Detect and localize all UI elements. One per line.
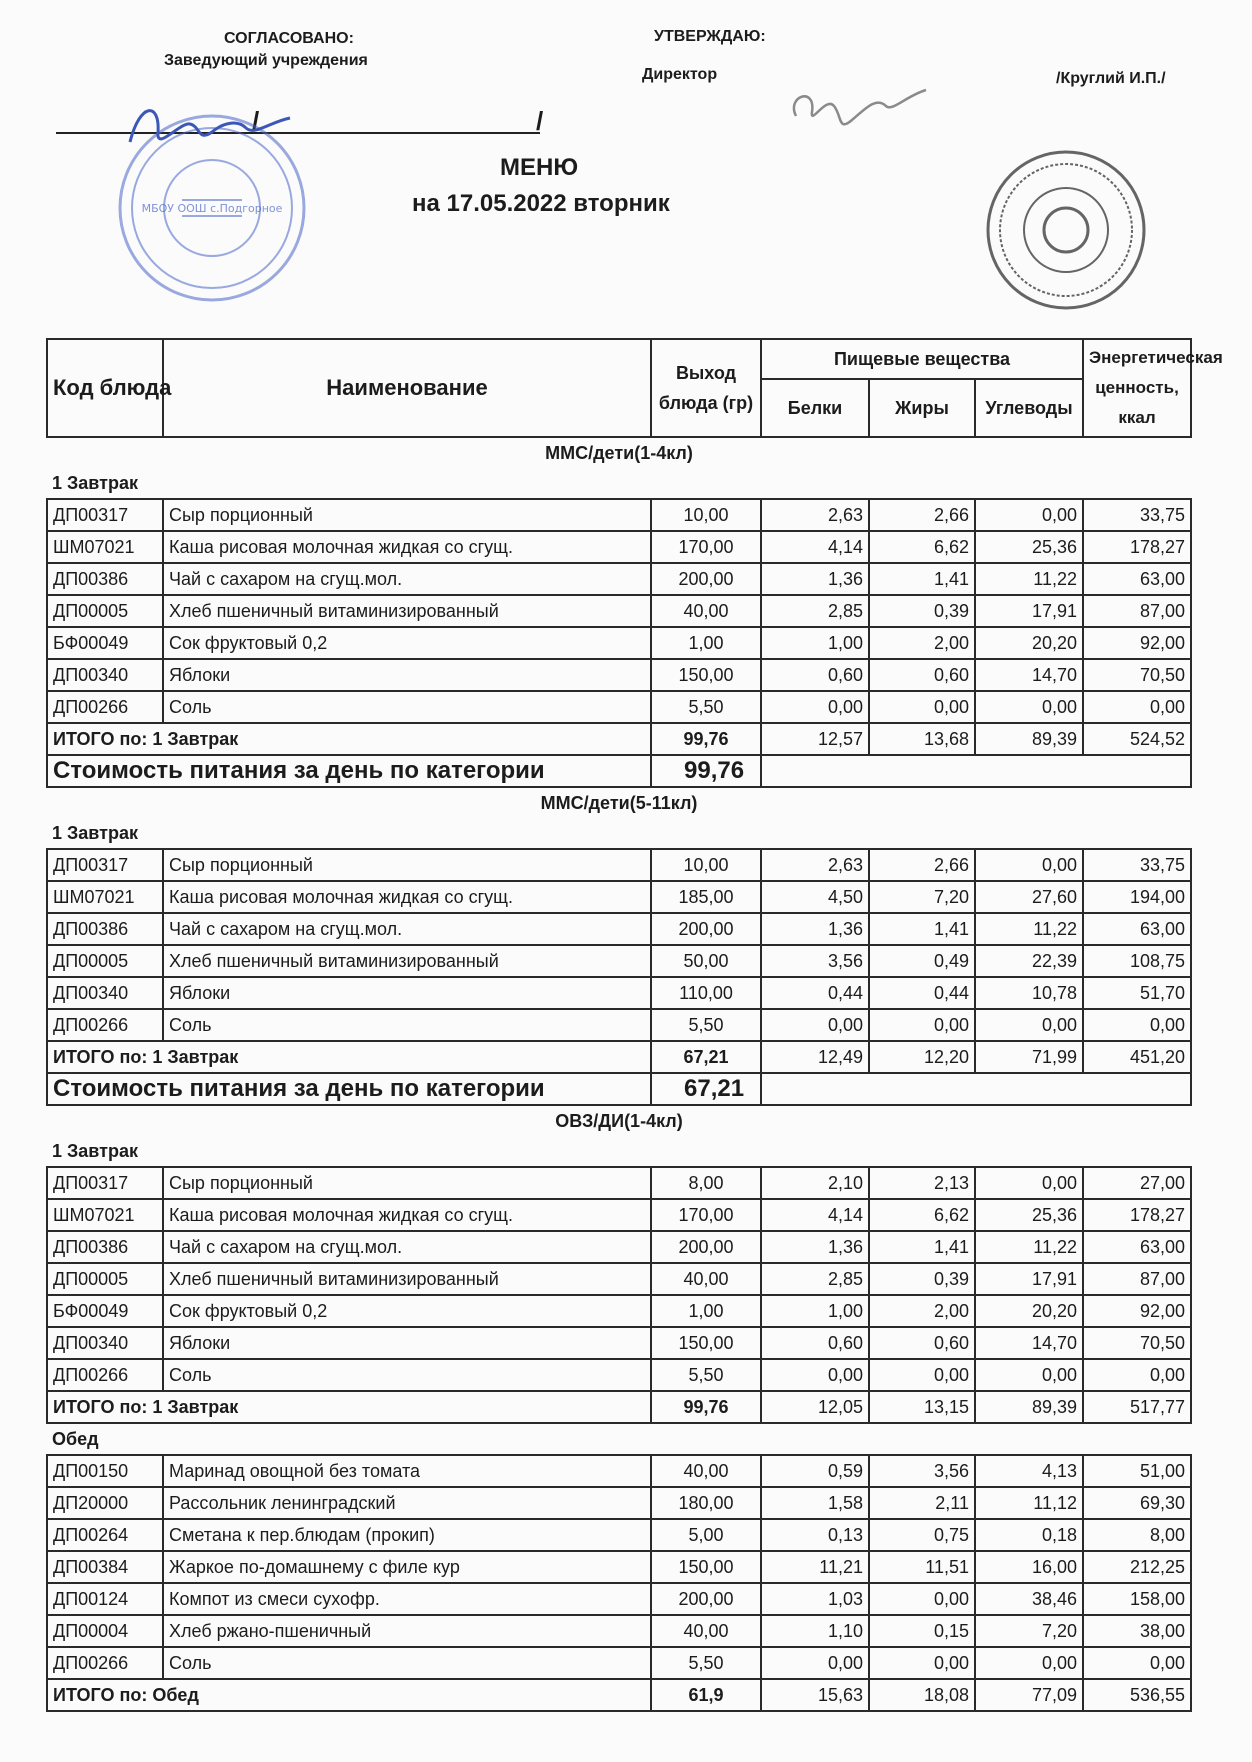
signature-left-icon: [120, 92, 300, 162]
dish-name: Соль: [163, 691, 651, 723]
dish-carbs: 11,22: [975, 563, 1083, 595]
table-row: [47, 531, 1191, 563]
dish-energy: 70,50: [1083, 659, 1191, 691]
dish-weight: 5,50: [651, 691, 761, 723]
table-row: [47, 1009, 1191, 1041]
dish-protein: 0,60: [761, 659, 869, 691]
category-row: [47, 437, 1191, 468]
dish-weight: 150,00: [651, 1327, 761, 1359]
col-nutrients: Пищевые вещества: [761, 339, 1083, 379]
dish-energy: 63,00: [1083, 563, 1191, 595]
meal-title: 1 Завтрак: [52, 1141, 138, 1161]
dish-protein: 1,00: [761, 627, 869, 659]
dish-carbs: 0,00: [975, 499, 1083, 531]
table-row: [47, 1615, 1191, 1647]
meal-row: [47, 818, 1191, 849]
director-role: Директор: [642, 66, 718, 83]
dish-fat: 0,75: [869, 1519, 975, 1551]
dish-energy: 38,00: [1083, 1615, 1191, 1647]
dish-weight: 5,50: [651, 1359, 761, 1391]
total-weight: 99,76: [651, 723, 761, 755]
dish-energy: 0,00: [1083, 1647, 1191, 1679]
dish-fat: 0,00: [869, 1647, 975, 1679]
dish-energy: 0,00: [1083, 1359, 1191, 1391]
dish-protein: 1,00: [761, 1295, 869, 1327]
dish-name: Чай с сахаром на сгущ.мол.: [163, 913, 651, 945]
dish-protein: 1,36: [761, 1231, 869, 1263]
dish-weight: 10,00: [651, 849, 761, 881]
dish-weight: 110,00: [651, 977, 761, 1009]
dish-code: БФ00049: [47, 1295, 163, 1327]
dish-carbs: 20,20: [975, 1295, 1083, 1327]
dish-carbs: 11,12: [975, 1487, 1083, 1519]
table-row: [47, 691, 1191, 723]
dish-fat: 6,62: [869, 531, 975, 563]
dish-energy: 194,00: [1083, 881, 1191, 913]
dish-energy: 70,50: [1083, 1327, 1191, 1359]
dish-weight: 40,00: [651, 595, 761, 627]
dish-fat: 0,39: [869, 595, 975, 627]
total-protein: 12,49: [761, 1041, 869, 1073]
dish-carbs: 27,60: [975, 881, 1083, 913]
dish-protein: 0,59: [761, 1455, 869, 1487]
table-row: [47, 595, 1191, 627]
cost-value: 67,21: [651, 1073, 761, 1105]
dish-name: Каша рисовая молочная жидкая со сгущ.: [163, 881, 651, 913]
dish-weight: 170,00: [651, 531, 761, 563]
cost-empty: [761, 755, 1191, 787]
dish-weight: 40,00: [651, 1263, 761, 1295]
svg-text:МБОУ ООШ с.Подгорное: МБОУ ООШ с.Подгорное: [141, 202, 283, 215]
dish-protein: 1,58: [761, 1487, 869, 1519]
total-fat: 13,68: [869, 723, 975, 755]
dish-weight: 40,00: [651, 1615, 761, 1647]
dish-protein: 0,00: [761, 1359, 869, 1391]
total-energy: 451,20: [1083, 1041, 1191, 1073]
dish-energy: 92,00: [1083, 627, 1191, 659]
dish-carbs: 0,00: [975, 849, 1083, 881]
total-label: ИТОГО по: 1 Завтрак: [47, 723, 651, 755]
cost-row: [47, 1073, 1191, 1105]
dish-code: ДП00266: [47, 1647, 163, 1679]
col-energy: Энергетическая ценность, ккал: [1083, 339, 1191, 437]
table-header: [47, 339, 1223, 437]
table-row: [47, 849, 1191, 881]
menu-table: [46, 338, 1223, 1712]
table-row: [47, 1295, 1191, 1327]
dish-energy: 27,00: [1083, 1167, 1191, 1199]
dish-weight: 10,00: [651, 499, 761, 531]
dish-carbs: 7,20: [975, 1615, 1083, 1647]
dish-protein: 0,00: [761, 1009, 869, 1041]
total-carbs: 89,39: [975, 723, 1083, 755]
dish-carbs: 0,00: [975, 1009, 1083, 1041]
dish-protein: 0,60: [761, 1327, 869, 1359]
dish-code: ДП00384: [47, 1551, 163, 1583]
dish-carbs: 22,39: [975, 945, 1083, 977]
dish-carbs: 25,36: [975, 531, 1083, 563]
dish-weight: 1,00: [651, 1295, 761, 1327]
dish-energy: 0,00: [1083, 1009, 1191, 1041]
dish-fat: 2,66: [869, 849, 975, 881]
signature-slash-left: /: [252, 106, 260, 136]
dish-name: Хлеб пшеничный витаминизированный: [163, 945, 651, 977]
dish-fat: 1,41: [869, 563, 975, 595]
dish-protein: 0,00: [761, 691, 869, 723]
table-row: [47, 1647, 1191, 1679]
dish-weight: 8,00: [651, 1167, 761, 1199]
cost-label: Стоимость питания за день по категории: [47, 755, 651, 787]
table-row: [47, 1231, 1191, 1263]
table-row: [47, 1327, 1191, 1359]
dish-fat: 2,00: [869, 627, 975, 659]
dish-name: Соль: [163, 1647, 651, 1679]
dish-carbs: 0,00: [975, 691, 1083, 723]
dish-fat: 7,20: [869, 881, 975, 913]
dish-protein: 2,10: [761, 1167, 869, 1199]
cost-row: [47, 755, 1191, 787]
table-row: [47, 977, 1191, 1009]
col-weight: Выход блюда (гр): [651, 339, 761, 437]
dish-weight: 200,00: [651, 563, 761, 595]
dish-code: ДП00264: [47, 1519, 163, 1551]
dish-name: Жаркое по-домашнему с филе кур: [163, 1551, 651, 1583]
meal-row: [47, 1423, 1191, 1455]
dish-carbs: 10,78: [975, 977, 1083, 1009]
dish-code: ШМ07021: [47, 1199, 163, 1231]
dish-code: ДП00124: [47, 1583, 163, 1615]
table-row: [47, 881, 1191, 913]
director-name: /Круглий И.П./: [1056, 70, 1166, 87]
dish-energy: 51,70: [1083, 977, 1191, 1009]
dish-protein: 0,00: [761, 1647, 869, 1679]
dish-name: Маринад овощной без томата: [163, 1455, 651, 1487]
dish-weight: 185,00: [651, 881, 761, 913]
total-protein: 12,05: [761, 1391, 869, 1423]
table-row: [47, 659, 1191, 691]
dish-weight: 200,00: [651, 913, 761, 945]
dish-code: ДП00317: [47, 1167, 163, 1199]
dish-carbs: 14,70: [975, 659, 1083, 691]
dish-code: ДП20000: [47, 1487, 163, 1519]
signature-slash-right: /: [536, 106, 544, 136]
dish-carbs: 14,70: [975, 1327, 1083, 1359]
total-label: ИТОГО по: 1 Завтрак: [47, 1391, 651, 1423]
dish-name: Сыр порционный: [163, 849, 651, 881]
category-title: ОВЗ/ДИ(1-4кл): [555, 1111, 683, 1131]
dish-fat: 0,15: [869, 1615, 975, 1647]
dish-name: Хлеб ржано-пшеничный: [163, 1615, 651, 1647]
dish-weight: 5,50: [651, 1647, 761, 1679]
dish-fat: 0,39: [869, 1263, 975, 1295]
category-row: [47, 787, 1191, 818]
table-row: [47, 1263, 1191, 1295]
category-title: ММС/дети(1-4кл): [545, 443, 693, 463]
table-row: [47, 1551, 1191, 1583]
dish-weight: 1,00: [651, 627, 761, 659]
dish-code: ДП00317: [47, 849, 163, 881]
col-name: Наименование: [163, 339, 651, 437]
dish-name: Соль: [163, 1359, 651, 1391]
dish-protein: 4,50: [761, 881, 869, 913]
dish-protein: 4,14: [761, 1199, 869, 1231]
dish-code: БФ00049: [47, 627, 163, 659]
dish-code: ШМ07021: [47, 881, 163, 913]
dish-carbs: 38,46: [975, 1583, 1083, 1615]
total-weight: 67,21: [651, 1041, 761, 1073]
dish-fat: 0,60: [869, 659, 975, 691]
dish-protein: 1,36: [761, 563, 869, 595]
col-protein: Белки: [761, 379, 869, 437]
dish-name: Каша рисовая молочная жидкая со сгущ.: [163, 531, 651, 563]
dish-weight: 40,00: [651, 1455, 761, 1487]
dish-weight: 200,00: [651, 1231, 761, 1263]
dish-weight: 170,00: [651, 1199, 761, 1231]
dish-protein: 3,56: [761, 945, 869, 977]
dish-code: ДП00266: [47, 691, 163, 723]
stamp-right-icon: [984, 148, 1148, 312]
dish-code: ДП00340: [47, 977, 163, 1009]
dish-code: ДП00340: [47, 1327, 163, 1359]
dish-name: Сок фруктовый 0,2: [163, 627, 651, 659]
dish-name: Соль: [163, 1009, 651, 1041]
dish-weight: 5,00: [651, 1519, 761, 1551]
dish-fat: 2,13: [869, 1167, 975, 1199]
table-body: [47, 437, 1191, 1711]
table-row: [47, 945, 1191, 977]
dish-protein: 2,63: [761, 499, 869, 531]
table-row: [47, 1199, 1191, 1231]
total-label: ИТОГО по: Обед: [47, 1679, 651, 1711]
dish-fat: 11,51: [869, 1551, 975, 1583]
total-carbs: 89,39: [975, 1391, 1083, 1423]
dish-weight: 50,00: [651, 945, 761, 977]
dish-carbs: 11,22: [975, 1231, 1083, 1263]
dish-energy: 63,00: [1083, 913, 1191, 945]
dish-protein: 1,03: [761, 1583, 869, 1615]
table-row: [47, 1167, 1191, 1199]
dish-fat: 0,00: [869, 691, 975, 723]
dish-name: Рассольник ленинградский: [163, 1487, 651, 1519]
dish-fat: 0,60: [869, 1327, 975, 1359]
signature-right-icon: [776, 76, 936, 146]
dish-protein: 1,10: [761, 1615, 869, 1647]
dish-protein: 2,63: [761, 849, 869, 881]
cost-empty: [761, 1073, 1191, 1105]
dish-carbs: 0,00: [975, 1647, 1083, 1679]
total-protein: 15,63: [761, 1679, 869, 1711]
dish-protein: 11,21: [761, 1551, 869, 1583]
cost-value: 99,76: [651, 755, 761, 787]
dish-fat: 1,41: [869, 1231, 975, 1263]
dish-code: ДП00005: [47, 945, 163, 977]
col-fat: Жиры: [869, 379, 975, 437]
dish-carbs: 16,00: [975, 1551, 1083, 1583]
agreed-label: СОГЛАСОВАНО:: [224, 30, 354, 47]
total-weight: 61,9: [651, 1679, 761, 1711]
dish-fat: 1,41: [869, 913, 975, 945]
dish-energy: 69,30: [1083, 1487, 1191, 1519]
col-code: Код блюда: [47, 339, 163, 437]
meal-row: [47, 468, 1191, 499]
dish-protein: 1,36: [761, 913, 869, 945]
dish-energy: 51,00: [1083, 1455, 1191, 1487]
dish-name: Чай с сахаром на сгущ.мол.: [163, 563, 651, 595]
dish-name: Сок фруктовый 0,2: [163, 1295, 651, 1327]
dish-code: ДП00004: [47, 1615, 163, 1647]
dish-name: Яблоки: [163, 659, 651, 691]
dish-code: ДП00386: [47, 563, 163, 595]
col-carbs: Углеводы: [975, 379, 1083, 437]
total-label: ИТОГО по: 1 Завтрак: [47, 1041, 651, 1073]
dish-fat: 2,66: [869, 499, 975, 531]
table-row: [47, 1519, 1191, 1551]
dish-code: ШМ07021: [47, 531, 163, 563]
dish-name: Яблоки: [163, 1327, 651, 1359]
dish-energy: 108,75: [1083, 945, 1191, 977]
category-row: [47, 1105, 1191, 1136]
dish-weight: 180,00: [651, 1487, 761, 1519]
meal-row: [47, 1136, 1191, 1167]
dish-name: Чай с сахаром на сгущ.мол.: [163, 1231, 651, 1263]
table-row: [47, 499, 1191, 531]
table-row: [47, 913, 1191, 945]
dish-energy: 33,75: [1083, 499, 1191, 531]
total-fat: 12,20: [869, 1041, 975, 1073]
dish-code: ДП00386: [47, 1231, 163, 1263]
dish-energy: 92,00: [1083, 1295, 1191, 1327]
total-fat: 13,15: [869, 1391, 975, 1423]
dish-energy: 178,27: [1083, 531, 1191, 563]
meal-title: Обед: [52, 1429, 99, 1449]
dish-energy: 0,00: [1083, 691, 1191, 723]
total-protein: 12,57: [761, 723, 869, 755]
approved-label: УТВЕРЖДАЮ:: [654, 28, 766, 45]
dish-weight: 150,00: [651, 1551, 761, 1583]
dish-energy: 158,00: [1083, 1583, 1191, 1615]
total-fat: 18,08: [869, 1679, 975, 1711]
dish-code: ДП00150: [47, 1455, 163, 1487]
dish-name: Яблоки: [163, 977, 651, 1009]
dish-fat: 0,00: [869, 1583, 975, 1615]
dish-fat: 3,56: [869, 1455, 975, 1487]
dish-carbs: 17,91: [975, 595, 1083, 627]
dish-carbs: 0,18: [975, 1519, 1083, 1551]
page-title: МЕНЮ: [500, 154, 579, 181]
dish-energy: 87,00: [1083, 1263, 1191, 1295]
dish-energy: 212,25: [1083, 1551, 1191, 1583]
dish-protein: 2,85: [761, 1263, 869, 1295]
cost-label: Стоимость питания за день по категории: [47, 1073, 651, 1105]
dish-name: Хлеб пшеничный витаминизированный: [163, 595, 651, 627]
dish-energy: 178,27: [1083, 1199, 1191, 1231]
meal-title: 1 Завтрак: [52, 473, 138, 493]
dish-protein: 4,14: [761, 531, 869, 563]
dish-fat: 2,11: [869, 1487, 975, 1519]
dish-fat: 0,00: [869, 1009, 975, 1041]
dish-fat: 0,00: [869, 1359, 975, 1391]
total-energy: 517,77: [1083, 1391, 1191, 1423]
dish-code: ДП00005: [47, 1263, 163, 1295]
dish-code: ДП00266: [47, 1359, 163, 1391]
dish-protein: 0,44: [761, 977, 869, 1009]
dish-fat: 0,49: [869, 945, 975, 977]
dish-name: Хлеб пшеничный витаминизированный: [163, 1263, 651, 1295]
dish-carbs: 4,13: [975, 1455, 1083, 1487]
dish-fat: 2,00: [869, 1295, 975, 1327]
total-carbs: 71,99: [975, 1041, 1083, 1073]
dish-name: Сыр порционный: [163, 1167, 651, 1199]
total-energy: 524,52: [1083, 723, 1191, 755]
category-title: ММС/дети(5-11кл): [540, 793, 698, 813]
dish-energy: 33,75: [1083, 849, 1191, 881]
dish-carbs: 17,91: [975, 1263, 1083, 1295]
dish-energy: 63,00: [1083, 1231, 1191, 1263]
dish-code: ДП00386: [47, 913, 163, 945]
table-row: [47, 1455, 1191, 1487]
dish-carbs: 0,00: [975, 1359, 1083, 1391]
dish-name: Сыр порционный: [163, 499, 651, 531]
meal-title: 1 Завтрак: [52, 823, 138, 843]
table-row: [47, 1487, 1191, 1519]
dish-name: Каша рисовая молочная жидкая со сгущ.: [163, 1199, 651, 1231]
total-row: [47, 1391, 1191, 1423]
dish-code: ДП00005: [47, 595, 163, 627]
total-energy: 536,55: [1083, 1679, 1191, 1711]
dish-name: Компот из смеси сухофр.: [163, 1583, 651, 1615]
dish-energy: 8,00: [1083, 1519, 1191, 1551]
total-weight: 99,76: [651, 1391, 761, 1423]
table-row: [47, 627, 1191, 659]
table-row: [47, 563, 1191, 595]
agreed-role: Заведующий учреждения: [164, 52, 368, 69]
dish-protein: 2,85: [761, 595, 869, 627]
total-row: [47, 723, 1191, 755]
dish-carbs: 0,00: [975, 1167, 1083, 1199]
dish-carbs: 20,20: [975, 627, 1083, 659]
total-carbs: 77,09: [975, 1679, 1083, 1711]
dish-code: ДП00266: [47, 1009, 163, 1041]
dish-energy: 87,00: [1083, 595, 1191, 627]
dish-carbs: 25,36: [975, 1199, 1083, 1231]
dish-weight: 150,00: [651, 659, 761, 691]
dish-weight: 5,50: [651, 1009, 761, 1041]
table-row: [47, 1583, 1191, 1615]
dish-carbs: 11,22: [975, 913, 1083, 945]
total-row: [47, 1041, 1191, 1073]
dish-fat: 0,44: [869, 977, 975, 1009]
page-subtitle: на 17.05.2022 вторник: [412, 190, 670, 217]
dish-fat: 6,62: [869, 1199, 975, 1231]
dish-weight: 200,00: [651, 1583, 761, 1615]
total-row: [47, 1679, 1191, 1711]
dish-code: ДП00340: [47, 659, 163, 691]
dish-name: Сметана к пер.блюдам (прокип): [163, 1519, 651, 1551]
table-row: [47, 1359, 1191, 1391]
dish-protein: 0,13: [761, 1519, 869, 1551]
dish-code: ДП00317: [47, 499, 163, 531]
